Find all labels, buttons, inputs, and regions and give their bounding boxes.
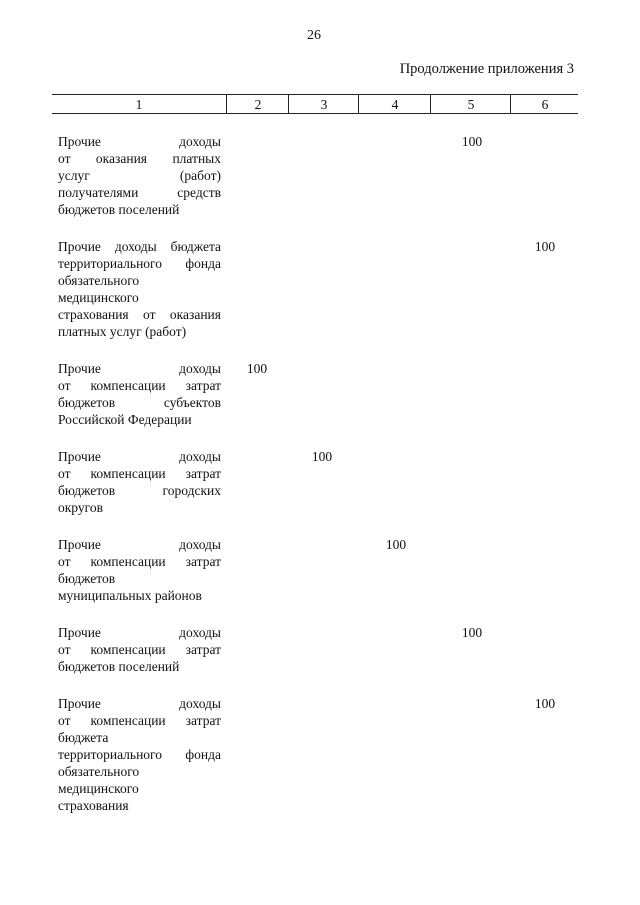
- income-description-line: услуг (работ): [58, 168, 221, 183]
- income-description: [58, 695, 221, 814]
- income-description: [58, 448, 221, 516]
- column-header-6: 6: [510, 95, 579, 113]
- income-description-line: бюджетов городских: [58, 483, 221, 498]
- income-description-line: обязательного: [58, 273, 140, 288]
- column-header-2: 2: [226, 95, 289, 113]
- income-description-line: от компенсации затрат: [58, 642, 221, 657]
- income-description-line: бюджетов: [58, 571, 116, 586]
- income-description-line: Прочие доходы: [58, 625, 221, 640]
- income-description-line: бюджетов поселений: [58, 202, 180, 217]
- income-description-line: бюджета: [58, 730, 109, 745]
- income-description-line: медицинского: [58, 781, 139, 796]
- income-description-line: муниципальных районов: [58, 588, 202, 603]
- income-description: [58, 238, 221, 340]
- column-header-3: 3: [288, 95, 359, 113]
- income-description-line: платных услуг (работ): [58, 324, 187, 339]
- income-description-line: Прочие доходы: [58, 134, 221, 149]
- income-value: 100: [534, 696, 556, 711]
- column-header-4: 4: [358, 95, 431, 113]
- income-description: [58, 360, 221, 428]
- income-description-line: Российской Федерации: [58, 412, 192, 427]
- income-description-line: от оказания платных: [58, 151, 221, 166]
- income-value: 100: [461, 625, 483, 640]
- column-header-1: 1: [135, 97, 143, 112]
- column-header-row: [52, 94, 578, 114]
- page-number: 26: [307, 28, 321, 43]
- income-description-line: от компенсации затрат: [58, 554, 221, 569]
- income-description-line: Прочие доходы: [58, 361, 221, 376]
- column-header-5: 5: [430, 95, 511, 113]
- income-description-line: территориального фонда: [58, 747, 221, 762]
- income-description-line: территориального фонда: [58, 256, 221, 271]
- income-value: 100: [534, 239, 556, 254]
- income-description-line: бюджетов субъектов: [58, 395, 221, 410]
- income-description-line: от компенсации затрат: [58, 378, 221, 393]
- income-description-line: медицинского: [58, 290, 139, 305]
- income-description-line: страхования от оказания: [58, 307, 221, 322]
- income-description-line: бюджетов поселений: [58, 659, 180, 674]
- income-value: 100: [311, 449, 333, 464]
- income-description-line: Прочие доходы: [58, 696, 221, 711]
- continuation-title: Продолжение приложения 3: [399, 61, 574, 77]
- income-description-line: обязательного: [58, 764, 140, 779]
- income-value: 100: [461, 134, 483, 149]
- income-value: 100: [385, 537, 407, 552]
- income-description-line: Прочие доходы: [58, 449, 221, 464]
- income-value: 100: [246, 361, 268, 376]
- income-description: [58, 624, 221, 675]
- income-description-line: округов: [58, 500, 103, 515]
- income-description-line: Прочие доходы бюджета: [58, 239, 221, 254]
- income-description-line: Прочие доходы: [58, 537, 221, 552]
- income-description-line: от компенсации затрат: [58, 713, 221, 728]
- income-description-line: страхования: [58, 798, 129, 813]
- income-description-line: от компенсации затрат: [58, 466, 221, 481]
- income-description: [58, 133, 221, 218]
- income-description-line: получателями средств: [58, 185, 221, 200]
- income-description: [58, 536, 221, 604]
